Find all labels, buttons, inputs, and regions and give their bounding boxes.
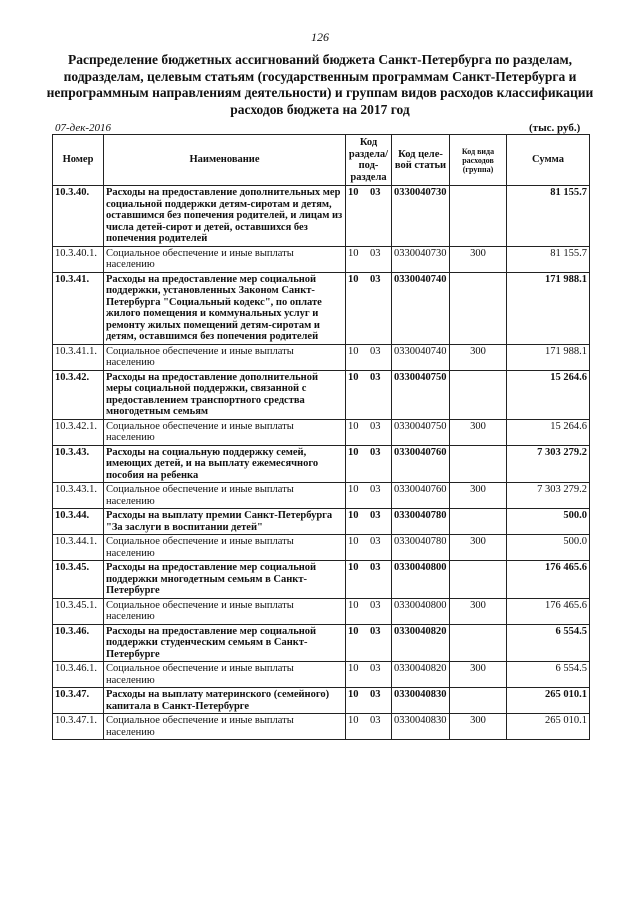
row-number: 10.3.45.1. [53, 598, 104, 624]
row-target-code: 0330040820 [392, 624, 450, 662]
subsection-code: 03 [370, 371, 381, 383]
row-sum: 81 155.7 [507, 246, 590, 272]
row-expense-type [450, 186, 507, 247]
row-number: 10.3.42.1. [53, 419, 104, 445]
row-expense-type [450, 272, 507, 344]
row-sum: 15 264.6 [507, 370, 590, 419]
subsection-code: 03 [370, 247, 381, 259]
subsection-code: 03 [370, 689, 381, 700]
table-row [53, 186, 590, 247]
row-target-code: 0330040730 [392, 246, 450, 272]
row-expense-type [450, 445, 507, 483]
table-row [53, 535, 590, 561]
row-sum: 6 554.5 [507, 624, 590, 662]
table-row [53, 688, 590, 714]
row-number: 10.3.44.1. [53, 535, 104, 561]
row-section-code [346, 186, 392, 247]
row-target-code: 0330040740 [392, 272, 450, 344]
row-name: Социальное обеспечение и иные выплаты населению [104, 714, 346, 740]
row-target-code: 0330040830 [392, 714, 450, 740]
row-expense-type [450, 370, 507, 419]
row-section-code [346, 662, 392, 688]
row-sum: 500.0 [507, 535, 590, 561]
row-name: Социальное обеспечение и иные выплаты населению [104, 483, 346, 509]
header-sum: Сумма [507, 135, 590, 186]
subsection-code: 03 [370, 345, 381, 357]
subsection-code: 03 [370, 663, 381, 674]
section-code: 10 [348, 510, 359, 521]
row-sum: 15 264.6 [507, 419, 590, 445]
row-name: Расходы на предоставление мер социальной поддержки, установленных Законом Санкт-Петербурга "Социальный кодекс", по оплате жилого помещения и коммунальных услуг и ремонту жилых помещений детям-сиротам и детям, оставшимся без попечения родителей [104, 272, 346, 344]
row-target-code: 0330040750 [392, 419, 450, 445]
row-expense-type [450, 624, 507, 662]
table-row [53, 624, 590, 662]
section-code: 10 [348, 484, 359, 495]
row-name: Расходы на предоставление мер социальной поддержки многодетным семьям в Санкт-Петербурге [104, 561, 346, 599]
header-number: Номер [53, 135, 104, 186]
row-expense-type: 300 [450, 344, 507, 370]
row-name: Расходы на социальную поддержку семей, имеющих детей, и на выплату ежемесячного пособия на ребенка [104, 445, 346, 483]
section-code: 10 [348, 187, 359, 198]
subsection-code: 03 [370, 484, 381, 495]
row-number: 10.3.45. [53, 561, 104, 599]
subsection-code: 03 [370, 625, 381, 637]
row-sum: 265 010.1 [507, 688, 590, 714]
row-number: 10.3.40.1. [53, 246, 104, 272]
row-target-code: 0330040820 [392, 662, 450, 688]
row-expense-type: 300 [450, 246, 507, 272]
row-name: Расходы на выплату премии Санкт-Петербурга "За заслуги в воспитании детей" [104, 509, 346, 535]
row-expense-type [450, 509, 507, 535]
row-number: 10.3.41.1. [53, 344, 104, 370]
row-section-code [346, 688, 392, 714]
section-code: 10 [348, 625, 359, 637]
row-number: 10.3.46. [53, 624, 104, 662]
row-sum: 500.0 [507, 509, 590, 535]
row-name: Расходы на выплату материнского (семейного) капитала в Санкт-Петербурге [104, 688, 346, 714]
row-expense-type [450, 561, 507, 599]
budget-table [52, 134, 590, 740]
header-section-code: Код раздела/ под-раздела [346, 135, 392, 186]
section-code: 10 [348, 536, 359, 547]
subsection-code: 03 [370, 715, 381, 726]
row-section-code [346, 598, 392, 624]
row-name: Социальное обеспечение и иные выплаты населению [104, 598, 346, 624]
row-section-code [346, 445, 392, 483]
header-name: Наименование [104, 135, 346, 186]
table-row [53, 598, 590, 624]
row-sum: 81 155.7 [507, 186, 590, 247]
document-title: Распределение бюджетных ассигнований бюджета Санкт-Петербурга по разделам, подразделам, целевым статьям (государственным программам Санкт-Петербурга и непрограммным направлениям деятельности) и группам видов расходов классификации расходов бюджета на 2017 год [46, 52, 594, 117]
row-section-code [346, 419, 392, 445]
row-expense-type: 300 [450, 714, 507, 740]
table-body [53, 186, 590, 740]
row-number: 10.3.42. [53, 370, 104, 419]
table-row [53, 509, 590, 535]
row-number: 10.3.43.1. [53, 483, 104, 509]
row-name: Социальное обеспечение и иные выплаты населению [104, 535, 346, 561]
table-row [53, 714, 590, 740]
table-row [53, 561, 590, 599]
row-section-code [346, 246, 392, 272]
units-label: (тыс. руб.) [529, 122, 581, 134]
subsection-code: 03 [370, 187, 381, 198]
row-section-code [346, 535, 392, 561]
row-expense-type: 300 [450, 662, 507, 688]
subsection-code: 03 [370, 536, 381, 547]
section-code: 10 [348, 689, 359, 700]
row-section-code [346, 272, 392, 344]
document-date: 07-дек-2016 [55, 122, 112, 134]
subsection-code: 03 [370, 273, 381, 285]
table-header-row [53, 135, 590, 186]
row-expense-type: 300 [450, 598, 507, 624]
row-target-code: 0330040750 [392, 370, 450, 419]
row-name: Социальное обеспечение и иные выплаты населению [104, 662, 346, 688]
row-target-code: 0330040830 [392, 688, 450, 714]
subsection-code: 03 [370, 420, 381, 432]
row-section-code [346, 344, 392, 370]
row-expense-type: 300 [450, 483, 507, 509]
header-target-code: Код целе-вой статьи [392, 135, 450, 186]
row-target-code: 0330040760 [392, 445, 450, 483]
table-row [53, 483, 590, 509]
table-row [53, 344, 590, 370]
row-sum: 7 303 279.2 [507, 445, 590, 483]
row-target-code: 0330040740 [392, 344, 450, 370]
section-code: 10 [348, 562, 359, 573]
row-number: 10.3.46.1. [53, 662, 104, 688]
row-number: 10.3.41. [53, 272, 104, 344]
section-code: 10 [348, 247, 359, 259]
row-number: 10.3.47. [53, 688, 104, 714]
row-target-code: 0330040730 [392, 186, 450, 247]
row-section-code [346, 714, 392, 740]
section-code: 10 [348, 599, 359, 611]
row-name: Расходы на предоставление дополнительных мер социальной поддержки детям-сиротам и детям, оставшимся без попечения родителей, и лицам из числа детей-сирот и детей, оставшихся без попечения родителей [104, 186, 346, 247]
section-code: 10 [348, 446, 359, 458]
section-code: 10 [348, 663, 359, 674]
row-sum: 7 303 279.2 [507, 483, 590, 509]
row-section-code [346, 483, 392, 509]
row-section-code [346, 561, 392, 599]
row-sum: 176 465.6 [507, 598, 590, 624]
section-code: 10 [348, 273, 359, 285]
row-number: 10.3.40. [53, 186, 104, 247]
row-name: Социальное обеспечение и иные выплаты населению [104, 344, 346, 370]
row-expense-type: 300 [450, 419, 507, 445]
row-sum: 171 988.1 [507, 272, 590, 344]
row-number: 10.3.47.1. [53, 714, 104, 740]
section-code: 10 [348, 420, 359, 432]
row-target-code: 0330040800 [392, 561, 450, 599]
row-expense-type [450, 688, 507, 714]
row-section-code [346, 624, 392, 662]
row-name: Расходы на предоставление дополнительной меры социальной поддержки, связанной с предоставлением транспортного средства многодетным семьям [104, 370, 346, 419]
row-name: Социальное обеспечение и иные выплаты населению [104, 419, 346, 445]
row-sum: 265 010.1 [507, 714, 590, 740]
row-sum: 176 465.6 [507, 561, 590, 599]
table-row [53, 419, 590, 445]
section-code: 10 [348, 345, 359, 357]
row-target-code: 0330040780 [392, 535, 450, 561]
table-row [53, 662, 590, 688]
row-target-code: 0330040760 [392, 483, 450, 509]
row-target-code: 0330040800 [392, 598, 450, 624]
section-code: 10 [348, 715, 359, 726]
row-number: 10.3.43. [53, 445, 104, 483]
header-expense-type: Код вида расходов (группа) [450, 135, 507, 186]
table-row [53, 246, 590, 272]
row-section-code [346, 509, 392, 535]
subsection-code: 03 [370, 562, 381, 573]
row-target-code: 0330040780 [392, 509, 450, 535]
table-row [53, 370, 590, 419]
page-number: 126 [311, 30, 329, 44]
row-number: 10.3.44. [53, 509, 104, 535]
section-code: 10 [348, 371, 359, 383]
row-name: Социальное обеспечение и иные выплаты населению [104, 246, 346, 272]
row-sum: 6 554.5 [507, 662, 590, 688]
row-name: Расходы на предоставление мер социальной поддержки студенческим семьям в Санкт-Петербурге [104, 624, 346, 662]
subsection-code: 03 [370, 446, 381, 458]
subsection-code: 03 [370, 599, 381, 611]
row-sum: 171 988.1 [507, 344, 590, 370]
table-row [53, 445, 590, 483]
subsection-code: 03 [370, 510, 381, 521]
table-row [53, 272, 590, 344]
row-section-code [346, 370, 392, 419]
row-expense-type: 300 [450, 535, 507, 561]
